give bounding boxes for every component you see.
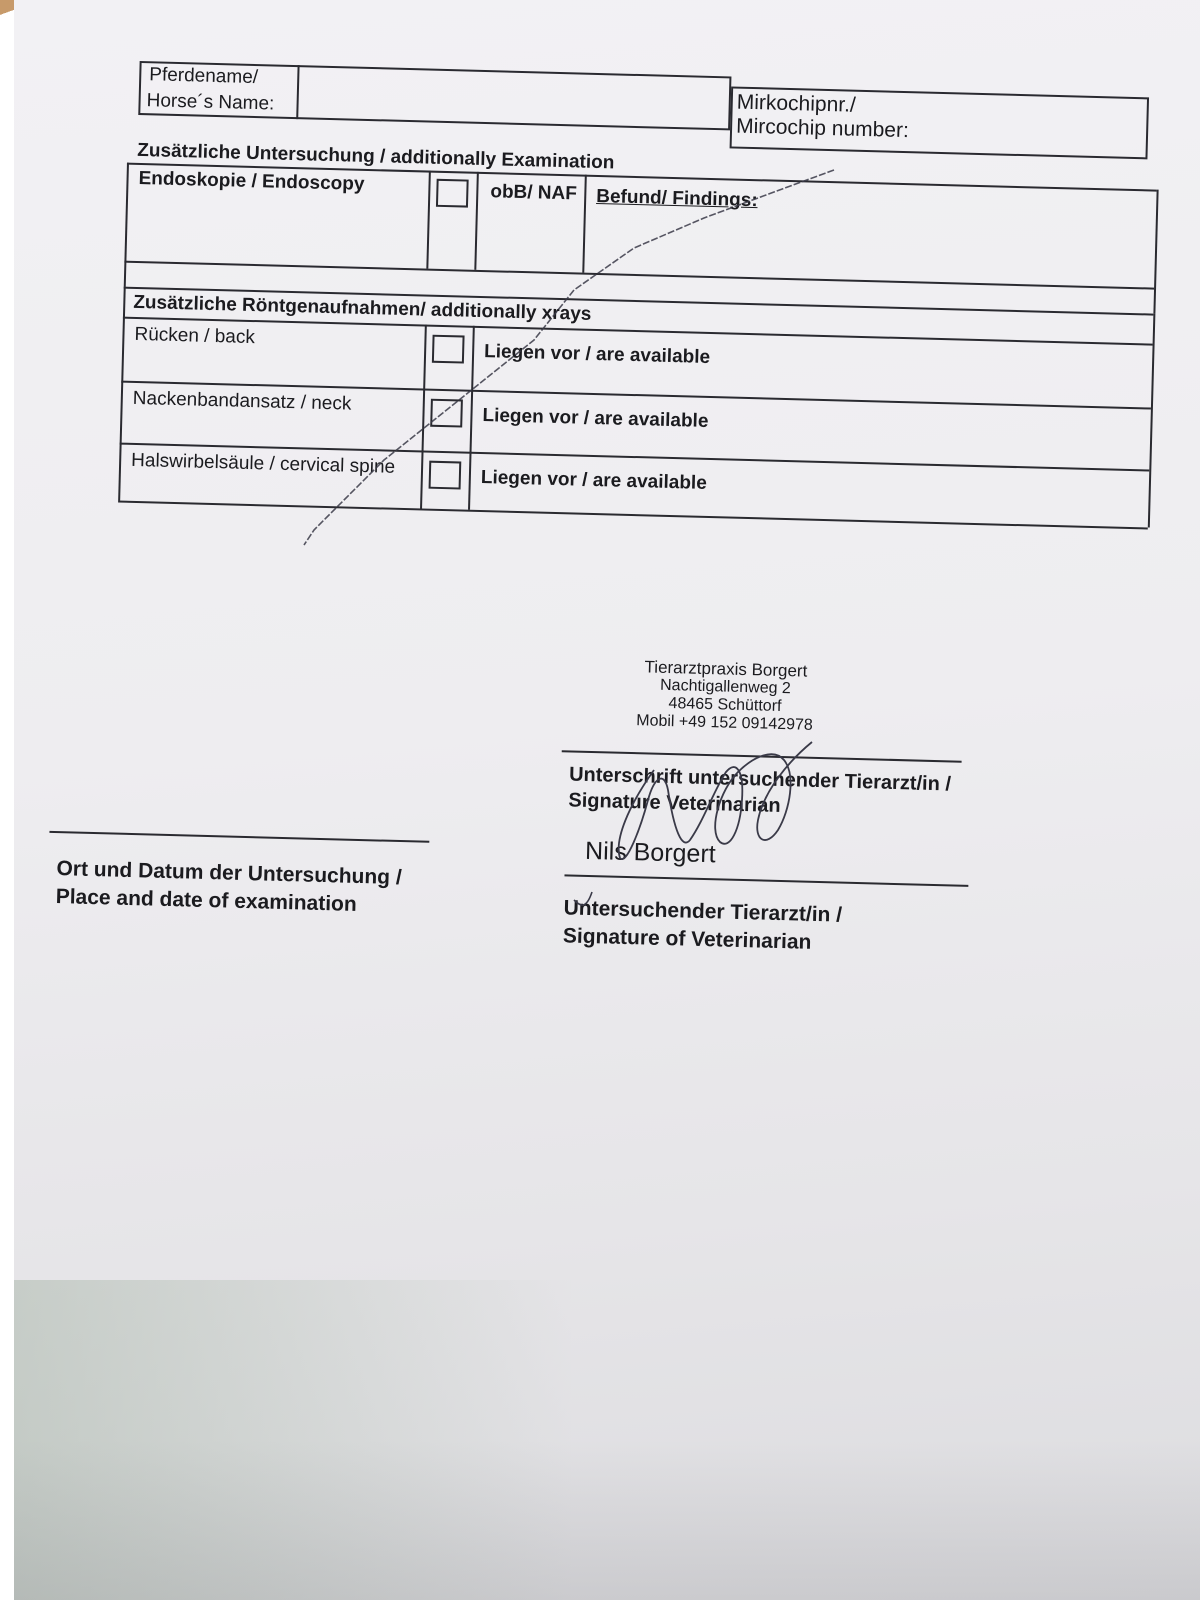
place-date-line (49, 831, 429, 843)
xray-title: Zusätzliche Röntgenaufnahmen/ additionally xrays (133, 291, 592, 325)
endoscopy-checkbox[interactable] (436, 179, 469, 208)
xray-title-bottom-line (123, 317, 1153, 346)
vet-signature-label-de: Unterschrift untersuchender Tierarzt/in / (568, 763, 952, 796)
document-page (14, 0, 1200, 1600)
obb-naf-label: obB/ NAF (490, 181, 578, 205)
xray-neck-checkbox[interactable] (430, 399, 463, 428)
exam-divider-2 (474, 172, 479, 270)
endoscopy-label: Endoskopie / Endoscopy (138, 167, 365, 195)
xray-neck-option: Liegen vor / are available (482, 405, 709, 432)
microchip-label-en: Mircochip number: (735, 114, 910, 143)
shadow-overlay-bottom (14, 1440, 1200, 1600)
xray-divider-2 (468, 326, 475, 510)
stamp-line-1: Tierarztpraxis Borgert (644, 657, 808, 681)
horse-name-label-en: Horse´s Name: (146, 90, 275, 115)
xray-spine-option: Liegen vor / are available (480, 467, 708, 494)
xray-bottom-line (118, 501, 1148, 530)
exam-left-line (124, 163, 129, 287)
xray-divider-1 (420, 325, 427, 509)
stamp-line-3: 48465 Schüttorf (668, 695, 782, 715)
microchip-label-de: Mirkochipnr./ (736, 90, 857, 117)
vet-signature-line (562, 750, 962, 762)
additional-examination-title: Zusätzliche Untersuchung / additionally Examination (137, 139, 615, 174)
place-date-label-de: Ort und Datum der Untersuchung / (56, 857, 403, 890)
examination-form (14, 0, 1200, 1115)
xray-row-spine-label: Halswirbelsäule / cervical spine (130, 449, 396, 478)
stamp-line-4: Mobil +49 152 09142978 (636, 712, 814, 734)
xray-left-line (118, 287, 126, 501)
vet-signature-label-en: Signature Veterinarian (568, 789, 781, 817)
vet-name-line (564, 874, 968, 887)
vet-name-label-de: Untersuchender Tierarzt/in / (563, 896, 843, 927)
findings-label: Befund/ Findings: (595, 185, 758, 212)
vet-name: Nils Borgert (584, 836, 717, 869)
exam-divider-3 (582, 175, 587, 273)
xray-back-option: Liegen vor / are available (483, 341, 711, 368)
exam-inner-line (124, 261, 1154, 290)
place-date-label-en: Place and date of examination (55, 885, 358, 916)
horse-name-label-de: Pferdename/ (149, 64, 259, 89)
vet-name-label-en: Signature of Veterinarian (562, 924, 812, 954)
exam-divider-1 (426, 171, 431, 269)
xray-row-back-label: Rücken / back (134, 323, 256, 349)
xray-row-neck-label: Nackenbandansatz / neck (132, 387, 352, 415)
xray-right-line (1148, 314, 1156, 528)
xray-spine-checkbox[interactable] (429, 461, 462, 490)
xray-back-checkbox[interactable] (432, 335, 465, 364)
exam-right-line (1153, 190, 1158, 314)
vet-practice-stamp (614, 658, 836, 736)
stamp-line-2: Nachtigallenweg 2 (659, 676, 792, 698)
